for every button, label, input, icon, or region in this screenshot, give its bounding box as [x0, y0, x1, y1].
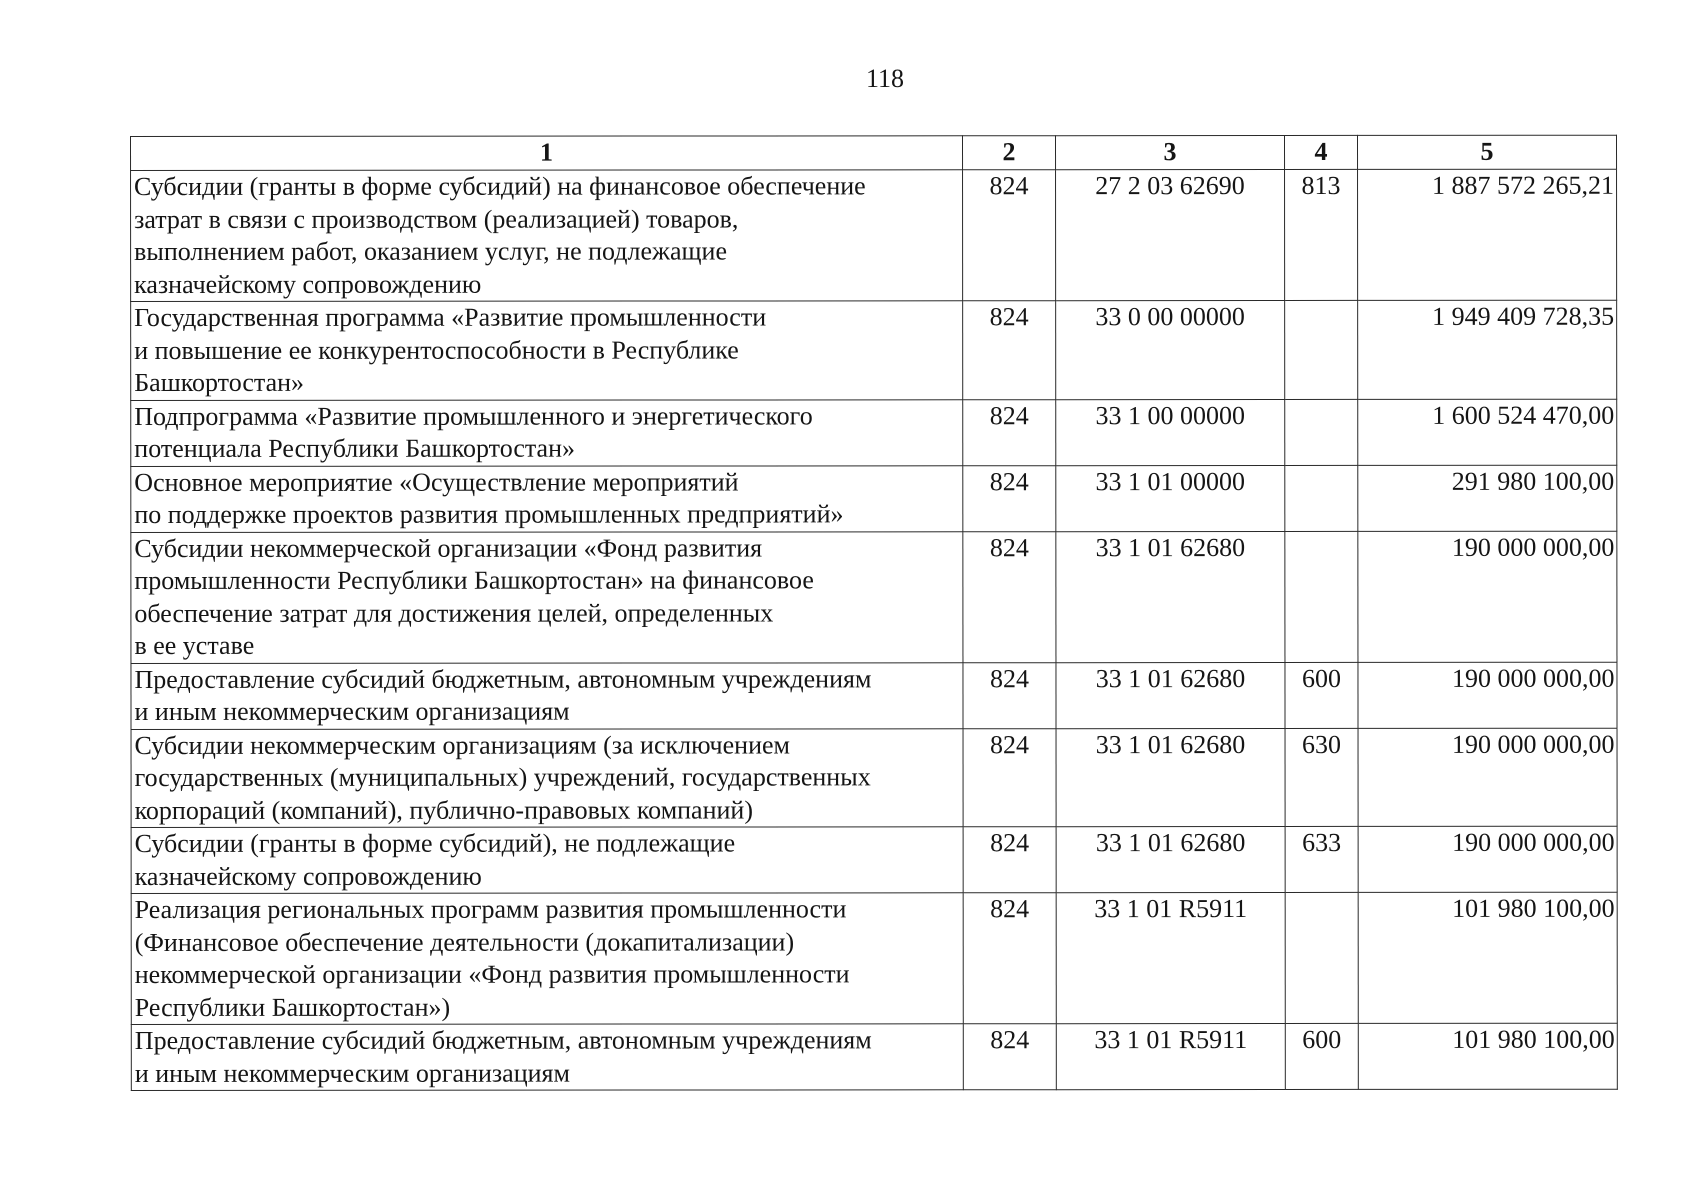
row-name-line: по поддержке проектов развития промышленных предприятий»	[134, 499, 844, 529]
row-name-line: обеспечение затрат для достижения целей, определенных	[134, 597, 774, 628]
row-name-line: выполнением работ, оказанием услуг, не подлежащие	[134, 236, 728, 266]
table-row	[131, 826, 1617, 893]
row-code-cell: 824	[963, 893, 1056, 1024]
row-target-cell: 33 1 01 62680	[1056, 728, 1285, 827]
row-amount-cell: 190 000 000,00	[1358, 728, 1617, 827]
table-row	[131, 300, 1617, 400]
row-target-cell: 33 1 01 R5911	[1056, 892, 1285, 1023]
row-code-cell: 824	[963, 662, 1056, 728]
row-name-line: и иным некоммерческим организациям	[134, 696, 570, 726]
row-type-cell	[1285, 892, 1358, 1023]
row-name-line: Государственная программа «Развитие промышленности	[134, 302, 767, 332]
row-type-cell	[1285, 531, 1358, 662]
row-type-cell	[1285, 399, 1358, 465]
row-name-cell	[131, 893, 963, 1025]
row-type-cell: 633	[1285, 826, 1358, 892]
row-name-line: Субсидии (гранты в форме субсидий), не подлежащие	[134, 828, 736, 858]
row-code-cell: 824	[963, 827, 1056, 893]
row-amount-cell: 101 980 100,00	[1358, 1023, 1617, 1089]
table-row	[131, 465, 1617, 532]
row-code-cell: 824	[963, 1024, 1056, 1090]
table-header	[131, 135, 1617, 170]
row-name-line: Подпрограмма «Развитие промышленного и энергетического	[134, 400, 813, 431]
row-name-cell	[131, 1024, 963, 1091]
row-name-cell	[131, 301, 963, 400]
row-amount-cell: 190 000 000,00	[1358, 826, 1617, 892]
row-type-cell: 630	[1285, 728, 1358, 827]
header-col-2: 2	[963, 136, 1056, 170]
table-row	[131, 531, 1617, 663]
budget-table	[130, 135, 1618, 1091]
row-name-line: Предоставление субсидий бюджетным, автономным учреждениям	[134, 1025, 872, 1055]
row-name-line: и повышение ее конкурентоспособности в Республике	[134, 334, 739, 365]
row-type-cell: 600	[1285, 662, 1358, 728]
row-name-line: некоммерческой организации «Фонд развития промышленности	[134, 959, 850, 989]
table-row	[131, 662, 1617, 729]
row-name-line: Предоставление субсидий бюджетным, автономным учреждениям	[134, 663, 872, 694]
header-col-1: 1	[131, 136, 963, 171]
table-row	[131, 399, 1617, 466]
row-name-cell	[131, 662, 963, 729]
table-body	[131, 169, 1618, 1090]
row-target-cell: 33 1 00 00000	[1056, 399, 1285, 465]
row-name-line: государственных (муниципальных) учреждений, государственных	[134, 762, 871, 792]
row-amount-cell: 1 887 572 265,21	[1358, 169, 1617, 300]
header-col-4: 4	[1285, 135, 1358, 169]
row-name-line: промышленности Республики Башкортостан» на финансовое	[134, 565, 814, 595]
row-amount-cell: 1 949 409 728,35	[1358, 300, 1617, 399]
table-row	[131, 728, 1617, 828]
row-type-cell: 600	[1285, 1023, 1358, 1089]
row-code-cell: 824	[963, 399, 1056, 465]
row-name-line: корпораций (компаний), публично-правовых компаний)	[134, 794, 754, 825]
row-name-cell	[131, 827, 963, 894]
row-amount-cell: 190 000 000,00	[1358, 531, 1617, 662]
row-target-cell: 33 1 01 00000	[1056, 465, 1285, 531]
header-col-5: 5	[1358, 135, 1617, 169]
header-row	[131, 135, 1617, 170]
page-number: 118	[865, 64, 905, 93]
row-code-cell: 824	[963, 301, 1056, 400]
row-name-line: казначейскому сопровождению	[134, 269, 482, 299]
row-type-cell	[1285, 465, 1358, 531]
row-name-line: Субсидии некоммерческим организациям (за исключением	[134, 729, 790, 760]
row-target-cell: 33 1 01 62680	[1056, 826, 1285, 892]
row-target-cell: 27 2 03 62690	[1056, 169, 1285, 300]
row-name-line: Субсидии (гранты в форме субсидий) на финансовое обеспечение	[134, 171, 866, 201]
table-row	[131, 892, 1617, 1024]
row-amount-cell: 291 980 100,00	[1358, 465, 1617, 531]
row-amount-cell: 1 600 524 470,00	[1358, 399, 1617, 465]
row-type-cell: 813	[1285, 169, 1358, 300]
row-name-line: затрат в связи с производством (реализацией) товаров,	[134, 203, 739, 234]
row-name-line: казначейскому сопровождению	[134, 861, 482, 891]
row-name-cell	[131, 399, 963, 466]
row-amount-cell: 101 980 100,00	[1358, 892, 1617, 1023]
row-name-cell	[131, 170, 963, 302]
row-type-cell	[1285, 300, 1358, 399]
row-name-line: (Финансовое обеспечение деятельности (докапитализации)	[134, 926, 795, 957]
row-name-line: в ее уставе	[134, 630, 255, 660]
row-amount-cell: 190 000 000,00	[1358, 662, 1617, 728]
row-target-cell: 33 1 01 R5911	[1056, 1023, 1285, 1089]
row-target-cell: 33 0 00 00000	[1056, 300, 1285, 399]
row-name-line: Субсидии некоммерческой организации «Фонд развития	[134, 532, 763, 563]
row-name-line: потенциала Республики Башкортостан»	[134, 433, 576, 463]
row-name-cell	[131, 728, 963, 827]
row-name-cell	[131, 531, 963, 663]
row-name-line: и иным некоммерческим организациям	[134, 1058, 570, 1088]
row-target-cell: 33 1 01 62680	[1056, 531, 1285, 662]
table-row	[131, 169, 1617, 301]
row-name-line: Башкортостан»	[134, 367, 305, 397]
row-code-cell: 824	[963, 170, 1056, 301]
row-name-line: Основное мероприятие «Осуществление мероприятий	[134, 466, 739, 497]
row-name-line: Реализация региональных программ развития промышленности	[134, 894, 847, 924]
row-name-line: Республики Башкортостан»)	[134, 992, 451, 1022]
row-code-cell: 824	[963, 531, 1056, 662]
table-row	[131, 1023, 1617, 1090]
row-name-cell	[131, 465, 963, 532]
header-col-3: 3	[1056, 135, 1285, 169]
row-target-cell: 33 1 01 62680	[1056, 662, 1285, 728]
row-code-cell: 824	[963, 465, 1056, 531]
row-code-cell: 824	[963, 728, 1056, 827]
